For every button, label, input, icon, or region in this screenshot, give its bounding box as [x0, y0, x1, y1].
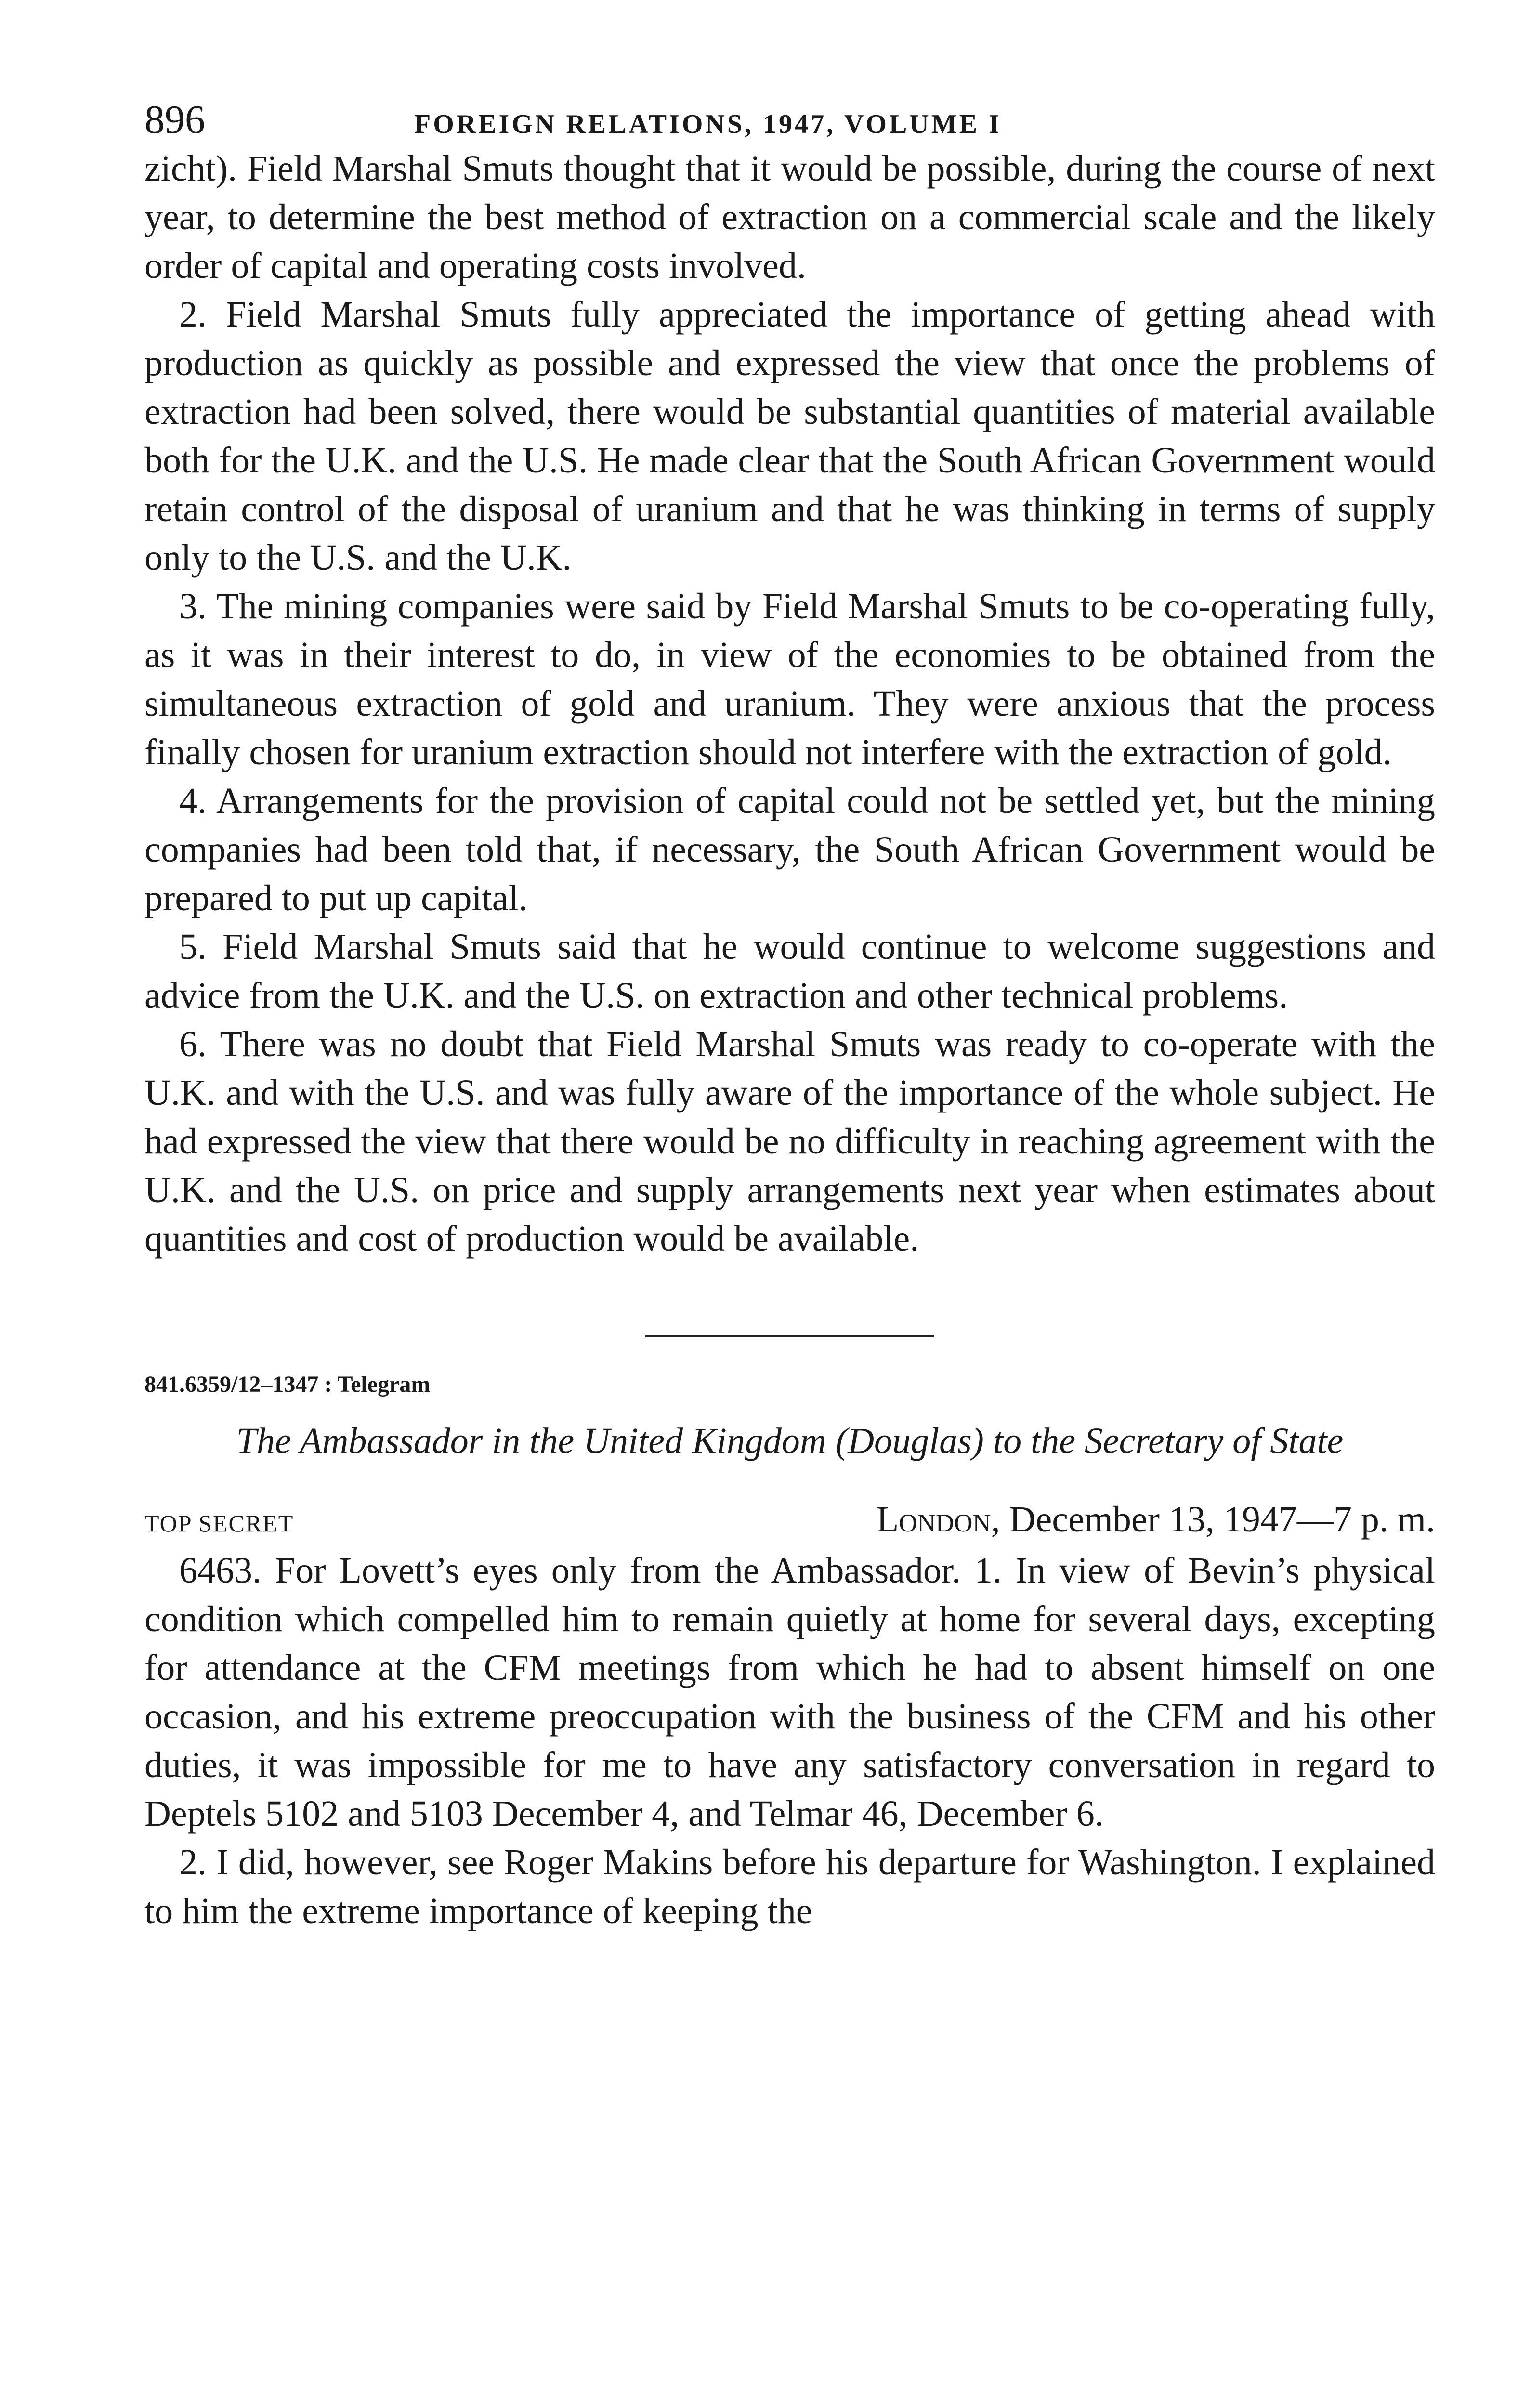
running-title: FOREIGN RELATIONS, 1947, VOLUME I — [414, 109, 1002, 139]
paragraph: 6463. For Lovett’s eyes only from the Ambassador. 1. In view of Bevin’s physical condition which compelled him to remain quietly at home for several days, excepting for attendance at the CFM meetings from which he had to absent himself on one occasion, and his extreme preoccupation with the business of the CFM and his other duties, it was impossible for me to have any satisfactory conversation in regard to Deptels 5102 and 5103 December 4, and Telmar 46, December 6. — [144, 1550, 1435, 1834]
page-number: 896 — [144, 97, 205, 142]
dateline — [144, 1499, 1435, 1541]
section-divider — [645, 1335, 934, 1337]
place: London, — [876, 1499, 1000, 1540]
classification-marking: TOP SECRET — [144, 1510, 294, 1537]
paragraph: 5. Field Marshal Smuts said that he would continue to welcome suggestions and advice from the U.K. and the U.S. on extraction and other technical problems. — [144, 927, 1435, 1016]
paragraph: 3. The mining companies were said by Field Marshal Smuts to be co-operating fully, as it was in their interest to do, in view of the economies to be obtained from the simultaneous extraction of gold and uranium. They were anxious that the process finally chosen for uranium extraction should not interfere with the extraction of gold. — [144, 586, 1435, 772]
previous-document-text — [144, 144, 1435, 1263]
paragraph: 2. I did, however, see Roger Makins before his departure for Washington. I explained to him the extreme importance of keeping the — [144, 1842, 1435, 1931]
document-heading: The Ambassador in the United Kingdom (Douglas) to the Secretary of State — [236, 1421, 1344, 1461]
paragraph: 2. Field Marshal Smuts fully appreciated the importance of getting ahead with production as quickly as possible and expressed the view that once the problems of extraction had been solved, there would be substantial quantities of material available both for the U.K. and the U.S. He made clear that the South African Government would retain control of the disposal of uranium and that he was thinking in terms of supply only to the U.S. and the U.K. — [144, 294, 1435, 578]
telegram-text — [144, 1546, 1435, 1936]
document-page — [144, 96, 1435, 1936]
date: December 13, 1947—7 p. m. — [1000, 1499, 1435, 1540]
paragraph: 4. Arrangements for the provision of capital could not be settled yet, but the mining companies had been told that, if necessary, the South African Government would be prepared to put up capital. — [144, 781, 1435, 918]
paragraph: zicht). Field Marshal Smuts thought that it would be possible, during the course of next year, to determine the best method of extraction on a commercial scale and the likely order of capital and operating costs involved. — [144, 148, 1435, 286]
file-reference: 841.6359/12–1347 : Telegram — [144, 1372, 431, 1397]
paragraph: 6. There was no doubt that Field Marshal Smuts was ready to co-operate with the U.K. and with the U.S. and was fully aware of the importance of the whole subject. He had expressed the view that there would be no difficulty in reaching agreement with the U.K. and the U.S. on price and supply arrangements next year when estimates about quantities and cost of production would be available. — [144, 1024, 1435, 1259]
running-head — [144, 96, 1435, 144]
place-date — [877, 1499, 1435, 1541]
